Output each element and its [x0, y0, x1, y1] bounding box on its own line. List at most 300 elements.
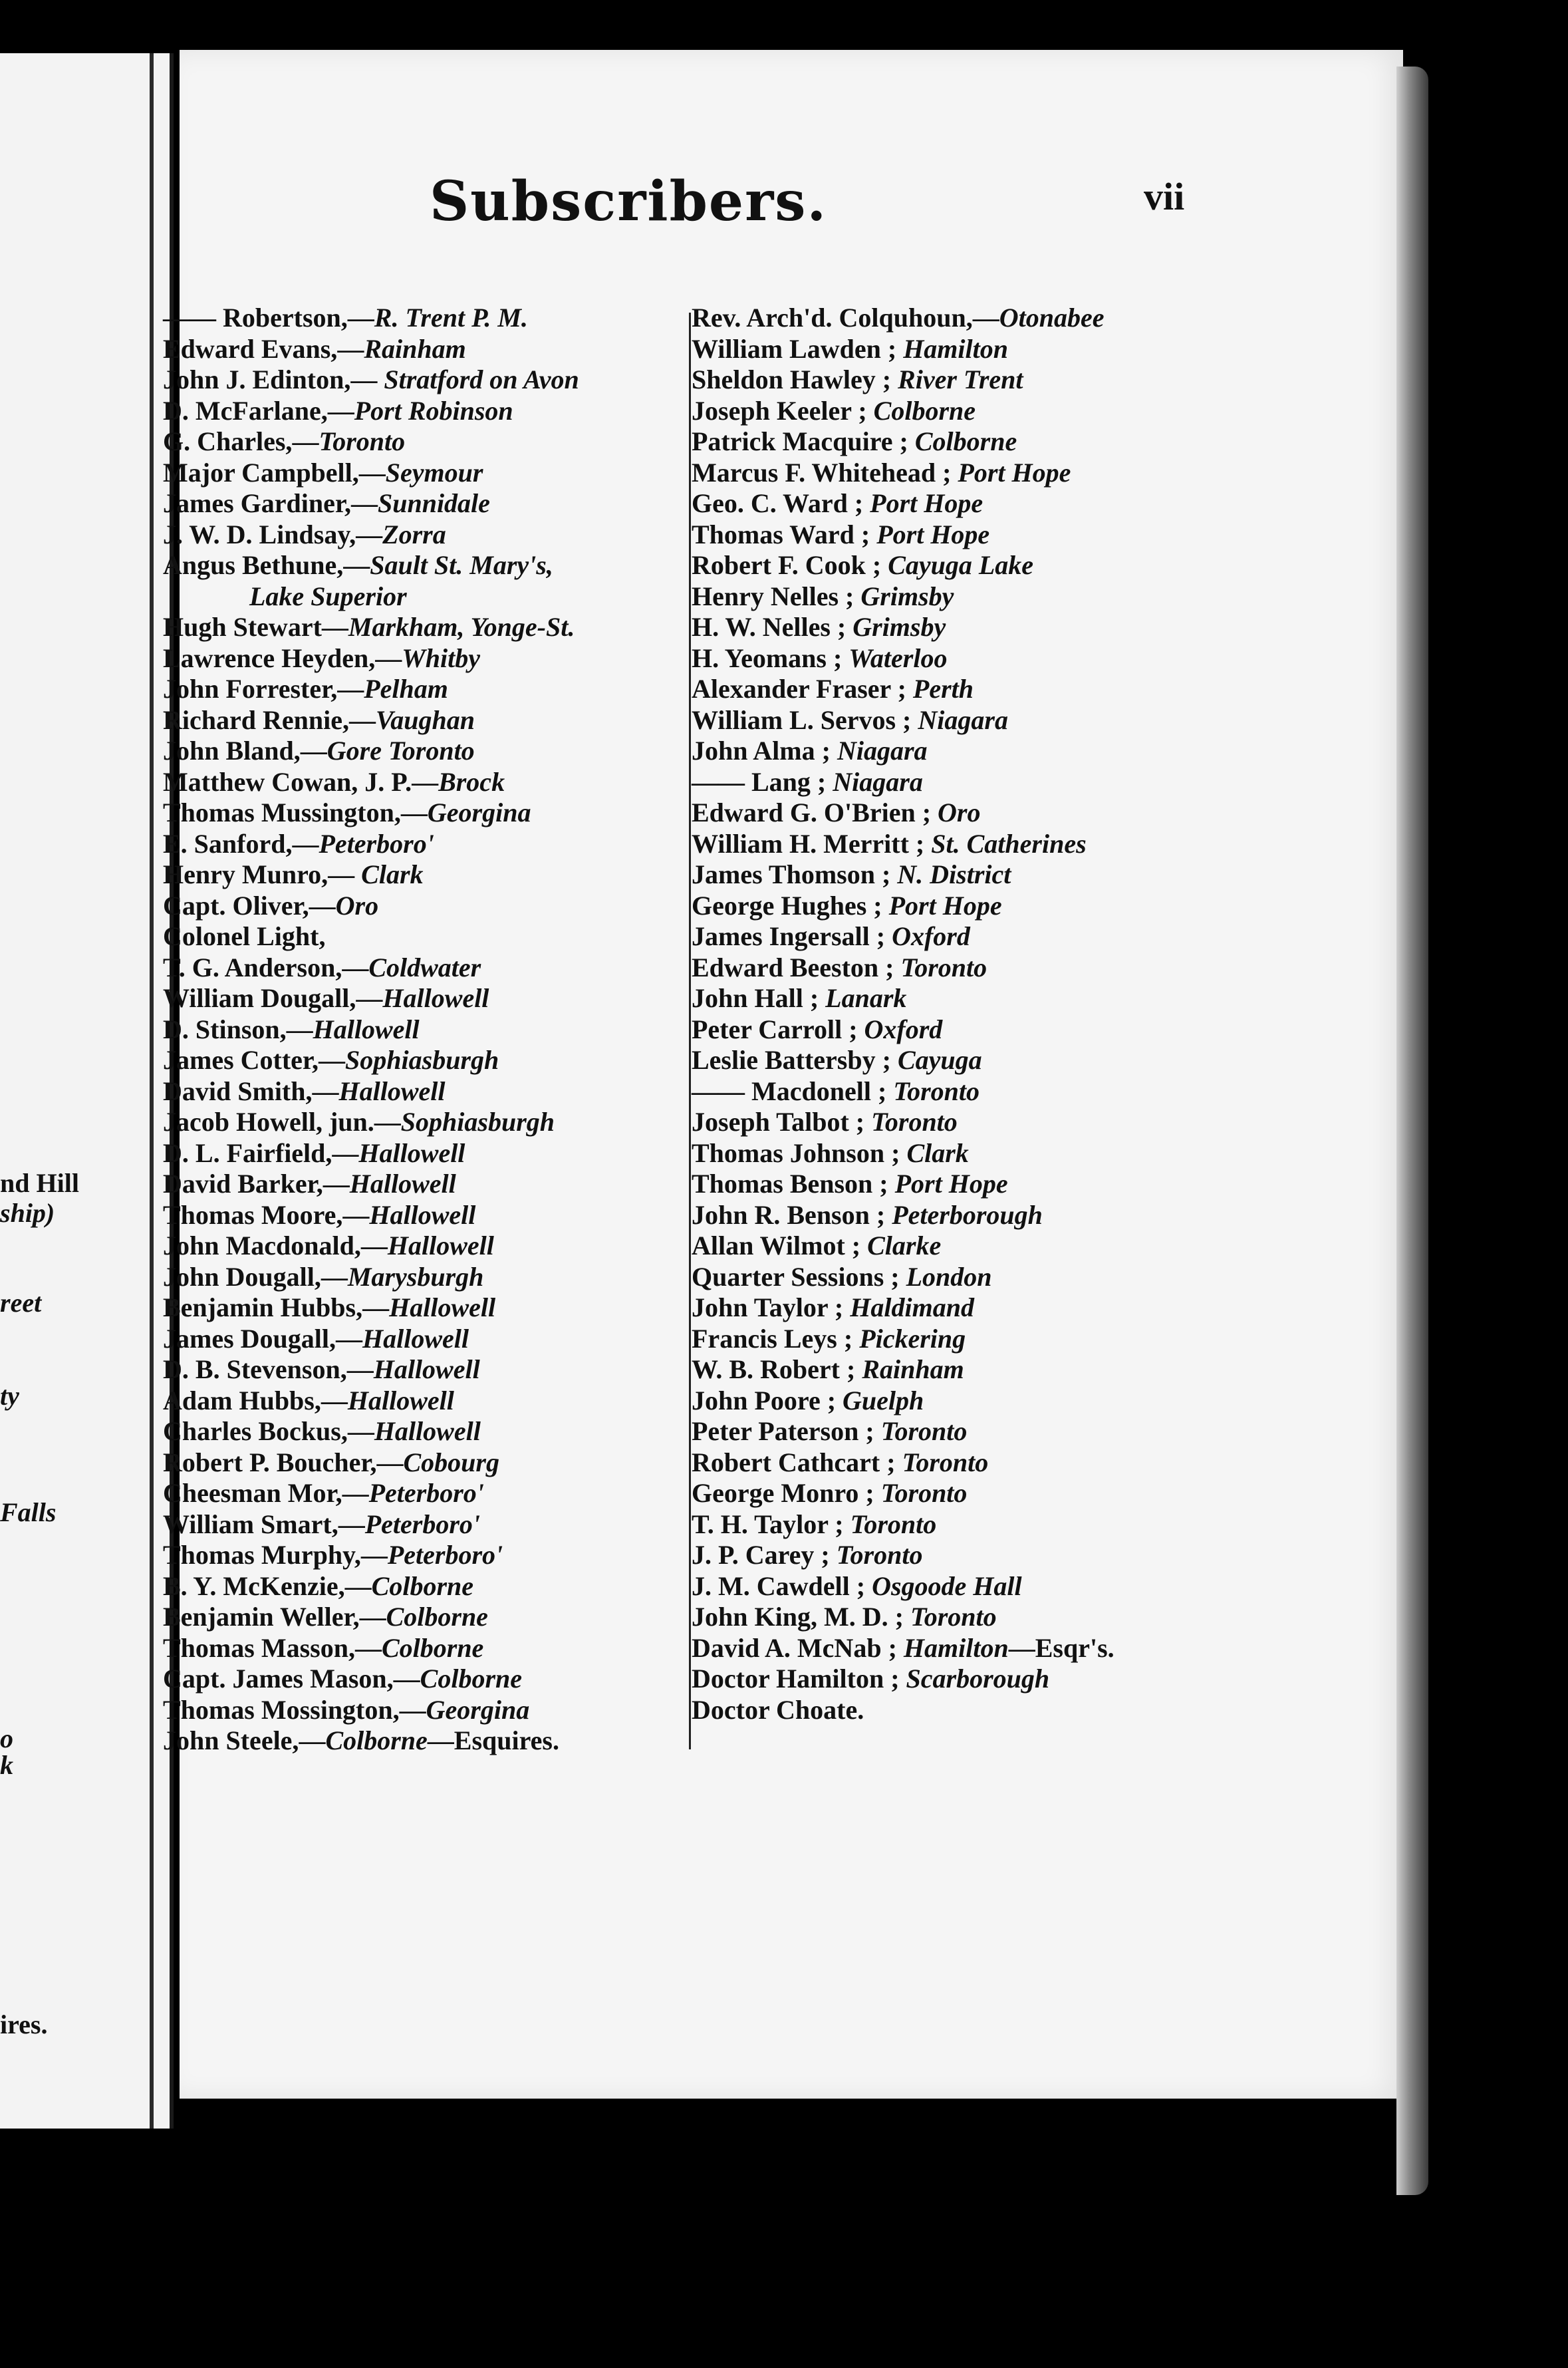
- subscriber-entry: [163, 1324, 688, 1355]
- subscriber-place: Toronto: [836, 1540, 923, 1570]
- subscriber-entry: [163, 1571, 688, 1602]
- subscriber-name: John Alma ;: [692, 736, 831, 766]
- separator: [896, 334, 903, 364]
- subscriber-column-left: [163, 303, 688, 1757]
- subscriber-entry: [163, 612, 688, 643]
- subscriber-entry: [692, 550, 1210, 581]
- separator: [891, 365, 898, 394]
- subscriber-entry: [692, 983, 1210, 1014]
- subscriber-place: Colborne: [381, 1632, 484, 1663]
- subscriber-name: Thomas Johnson ;: [692, 1137, 900, 1168]
- subscriber-entry: [163, 1540, 688, 1571]
- separator: —: [292, 426, 319, 456]
- separator: —: [400, 798, 428, 827]
- subscriber-name: Doctor Hamilton ;: [692, 1664, 900, 1694]
- subscriber-name: Thomas Mossington,: [163, 1694, 400, 1725]
- subscriber-entry: [692, 303, 1210, 334]
- subscriber-place: Colborne: [325, 1725, 428, 1755]
- subscriber-place: R. Trent P. M.: [374, 303, 528, 333]
- facing-page-text-fragment: reet: [0, 1288, 42, 1318]
- facing-page-text-fragment: ires.: [0, 2009, 48, 2039]
- subscriber-name: William L. Servos ;: [692, 704, 912, 735]
- subscriber-entry: [163, 983, 688, 1014]
- subscriber-entry: [163, 303, 688, 334]
- subscriber-place: Toronto: [900, 952, 987, 982]
- separator: [886, 1076, 893, 1106]
- subscriber-entry: [163, 1262, 688, 1293]
- subscriber-place: Sophiasburgh: [345, 1045, 499, 1075]
- subscriber-place: Port Robinson: [354, 395, 513, 426]
- subscriber-name: David Barker,: [163, 1169, 323, 1199]
- separator: —: [350, 365, 384, 394]
- subscriber-name: Joseph Keeler ;: [692, 395, 867, 426]
- subscriber-entry: [692, 488, 1210, 519]
- subscriber-place: Colborne: [914, 426, 1017, 456]
- subscriber-name: Angus Bethune,: [163, 550, 344, 580]
- subscriber-name: David A. McNab ;: [692, 1632, 897, 1663]
- subscriber-name: Capt. James Mason,: [163, 1664, 394, 1694]
- subscriber-place: Clark: [361, 859, 424, 889]
- subscriber-place: Sophiasburgh: [400, 1107, 555, 1137]
- separator: —: [349, 704, 376, 735]
- subscriber-name: John Steele,: [163, 1725, 299, 1755]
- subscriber-name: William Lawden ;: [692, 333, 897, 364]
- separator: [911, 705, 918, 735]
- separator: [860, 1231, 867, 1260]
- separator: —: [321, 1261, 348, 1292]
- separator: [885, 1200, 892, 1230]
- subscriber-entry: [163, 396, 688, 427]
- separator: —: [412, 766, 439, 797]
- separator: —: [319, 1045, 346, 1075]
- subscriber-name: James Cotter,: [163, 1045, 319, 1075]
- subscriber-name: Hugh Stewart: [163, 612, 322, 642]
- subscriber-place: Port Hope: [894, 1169, 1008, 1199]
- subscriber-name: Thomas Benson ;: [692, 1169, 888, 1199]
- separator: [881, 550, 888, 580]
- subscriber-place: Oxford: [892, 921, 970, 951]
- subscriber-name: Quarter Sessions ;: [692, 1261, 900, 1292]
- subscriber-entry: [163, 334, 688, 365]
- subscriber-name: T. H. Taylor ;: [692, 1509, 844, 1539]
- subscriber-name: Geo. C. Ward ;: [692, 488, 864, 518]
- subscriber-entry: [692, 891, 1210, 922]
- subscriber-place: Osgoode Hall: [872, 1570, 1022, 1601]
- subscriber-entry: [692, 1138, 1210, 1169]
- subscriber-entry: [163, 1509, 688, 1541]
- subscriber-place: Lanark: [825, 983, 907, 1013]
- separator: —: [399, 1694, 426, 1725]
- subscriber-place: Niagara: [918, 704, 1008, 735]
- subscriber-place: Cobourg: [403, 1447, 499, 1477]
- subscriber-entry: [692, 1664, 1210, 1695]
- subscriber-entry: [163, 1664, 688, 1695]
- subscriber-place: Hallowell: [387, 1231, 494, 1260]
- subscriber-name: D. B. Stevenson,: [163, 1354, 347, 1384]
- subscriber-name: D. Stinson,: [163, 1014, 287, 1044]
- column-divider: [689, 313, 691, 1749]
- subscriber-place: Peterborough: [892, 1199, 1043, 1230]
- subscriber-place: St. Catherines: [931, 828, 1087, 859]
- subscriber-place: Hallowell: [313, 1014, 420, 1044]
- separator: —: [300, 736, 327, 766]
- subscriber-name: John Poore ;: [692, 1385, 837, 1415]
- subscriber-name: James Thomson ;: [692, 859, 891, 889]
- subscriber-place: Niagara: [833, 766, 923, 797]
- separator: [874, 1478, 881, 1508]
- subscriber-place: Lake Superior: [249, 581, 407, 611]
- subscriber-place: Hamilton: [903, 1632, 1009, 1663]
- subscriber-entry: [163, 488, 688, 519]
- subscriber-name: Edward G. O'Brien ;: [692, 798, 932, 827]
- subscriber-name: John Forrester,: [163, 674, 338, 704]
- subscriber-entry: [163, 643, 688, 674]
- subscriber-name: Charles Bockus,: [163, 1416, 348, 1446]
- separator: —: [286, 1014, 313, 1044]
- subscriber-entry: [163, 705, 688, 736]
- subscriber-place: Oro: [938, 798, 981, 827]
- subscriber-place: London: [906, 1261, 992, 1292]
- subscriber-entry: [163, 1633, 688, 1664]
- subscriber-place: Hallowell: [382, 983, 489, 1013]
- subscriber-place: Hallowell: [369, 1199, 476, 1230]
- subscriber-place: Pickering: [859, 1323, 966, 1354]
- subscriber-name: Thomas Ward ;: [692, 519, 870, 549]
- separator: —: [292, 828, 319, 859]
- subscriber-name: Francis Leys ;: [692, 1323, 853, 1354]
- subscriber-name: Richard Rennie,: [163, 704, 349, 735]
- separator: —: [321, 1385, 348, 1415]
- separator: [897, 1633, 904, 1663]
- subscriber-entry: [692, 1386, 1210, 1417]
- subscriber-entry: [692, 674, 1210, 705]
- subscriber-name: Rev. Arch'd. Colquhoun,: [692, 303, 973, 333]
- subscriber-entry: [692, 519, 1210, 551]
- subscriber-place: Clarke: [867, 1231, 942, 1260]
- subscriber-entry: [692, 1292, 1210, 1324]
- subscriber-name: W. B. Robert ;: [692, 1354, 856, 1384]
- subscriber-name: Peter Carroll ;: [692, 1014, 858, 1044]
- subscriber-name: John Hall ;: [692, 983, 819, 1013]
- subscriber-place: Hallowell: [358, 1137, 465, 1168]
- subscriber-column-right: [692, 303, 1210, 1725]
- separator: —: [359, 1602, 386, 1632]
- subscriber-entry: [692, 612, 1210, 643]
- subscriber-entry: [692, 829, 1210, 860]
- separator: —: [356, 519, 383, 549]
- subscriber-place: Grimsby: [860, 581, 954, 611]
- subscriber-entry: [692, 1478, 1210, 1509]
- subscriber-entry: [692, 1695, 1210, 1726]
- subscriber-name: Colonel Light,: [163, 921, 326, 951]
- separator: —: [323, 1169, 350, 1199]
- separator: [830, 1540, 837, 1570]
- subscriber-place: Gore Toronto: [327, 736, 475, 766]
- subscriber-entry: [692, 1076, 1210, 1108]
- subscriber-place: Toronto: [902, 1447, 989, 1477]
- subscriber-place: Hallowell: [389, 1292, 496, 1322]
- subscriber-name: John Taylor ;: [692, 1292, 844, 1322]
- subscriber-entry: [163, 1138, 688, 1169]
- subscriber-entry: [163, 1200, 688, 1231]
- subscriber-place: Colborne: [873, 395, 976, 426]
- subscriber-name: Lawrence Heyden,: [163, 643, 376, 673]
- separator: [826, 767, 833, 797]
- separator: —: [299, 1725, 326, 1755]
- subscriber-place: Clark: [906, 1137, 969, 1168]
- separator: —: [347, 1416, 374, 1446]
- separator: —: [374, 1107, 401, 1137]
- separator: —: [332, 1137, 359, 1168]
- subscriber-name: Capt. Oliver,: [163, 890, 309, 921]
- subscriber-place: Toronto: [893, 1076, 980, 1106]
- subscriber-place: Sunnidale: [377, 488, 490, 518]
- subscriber-entry: [163, 1292, 688, 1324]
- subscriber-place: Toronto: [880, 1478, 968, 1508]
- subscriber-place: Oxford: [864, 1014, 943, 1044]
- subscriber-place: Hallowell: [362, 1323, 469, 1354]
- subscriber-entry: [163, 891, 688, 922]
- subscriber-name: George Monro ;: [692, 1478, 874, 1508]
- separator: —: [321, 612, 348, 642]
- subscriber-entry: [163, 1169, 688, 1200]
- subscriber-entry: [163, 1231, 688, 1262]
- separator: —: [972, 303, 999, 333]
- separator: [908, 426, 915, 456]
- separator: [855, 1354, 862, 1384]
- separator: —: [342, 952, 369, 982]
- subscriber-name: Doctor Choate.: [692, 1694, 864, 1725]
- gutter-shadow: [150, 53, 154, 2129]
- separator: [900, 1138, 906, 1168]
- subscriber-entry: [163, 1478, 688, 1509]
- subscriber-place: Colborne: [371, 1570, 474, 1601]
- separator: —: [343, 550, 370, 580]
- page-title: Subscribers.: [429, 170, 828, 233]
- subscriber-entry: [692, 1107, 1210, 1138]
- subscriber-place: Georgina: [427, 798, 531, 827]
- subscriber-entry: [692, 1416, 1210, 1447]
- subscriber-place: Toronto: [871, 1107, 958, 1137]
- subscriber-entry: [163, 1107, 688, 1138]
- subscriber-place: Peterboro': [364, 1509, 481, 1539]
- subscriber-entry: [692, 798, 1210, 829]
- subscriber-place: Stratford on Avon: [384, 365, 579, 394]
- subscriber-place: Niagara: [837, 736, 928, 766]
- subscriber-name: H. W. Nelles ;: [692, 612, 847, 642]
- subscriber-place: Peterboro': [319, 828, 434, 859]
- separator: [836, 1386, 843, 1415]
- separator: —: [337, 333, 364, 364]
- subscriber-name: Cheesman Mor,: [163, 1478, 342, 1508]
- subscriber-place: Zorra: [382, 519, 446, 549]
- subscriber-entry: [692, 705, 1210, 736]
- subscriber-entry: [692, 458, 1210, 489]
- subscriber-name: H. Yeomans ;: [692, 643, 843, 673]
- subscriber-place: Scarborough: [906, 1664, 1050, 1694]
- subscriber-name: G. Charles,: [163, 426, 293, 456]
- subscriber-entry: [163, 365, 688, 396]
- subscriber-name: Robert Cathcart ;: [692, 1447, 896, 1477]
- subscriber-entry: [692, 1354, 1210, 1386]
- subscriber-place: Grimsby: [852, 612, 946, 642]
- subscriber-place: Whitby: [402, 643, 481, 673]
- facing-page-text-fragment: ship): [0, 1198, 55, 1228]
- subscriber-name: John Macdonald,: [163, 1231, 361, 1260]
- subscriber-entry: [163, 426, 688, 458]
- subscriber-entry: [163, 798, 688, 829]
- subscriber-entry: [692, 581, 1210, 613]
- subscriber-name: J. P. Carey ;: [692, 1540, 830, 1570]
- subscriber-entry: [163, 1416, 688, 1447]
- subscriber-place: Hallowell: [347, 1385, 454, 1415]
- separator: [874, 1416, 881, 1446]
- subscriber-name: Robert P. Boucher,: [163, 1447, 377, 1477]
- subscriber-entry: [163, 674, 688, 705]
- subscriber-name: Alexander Fraser ;: [692, 674, 906, 704]
- subscriber-name: James Gardiner,: [163, 488, 351, 518]
- subscriber-name: Benjamin Hubbs,: [163, 1292, 363, 1322]
- separator: [890, 859, 897, 889]
- entry-suffix: —Esquires.: [427, 1725, 559, 1755]
- subscriber-entry: [692, 1169, 1210, 1200]
- entry-suffix: —Esqr's.: [1008, 1632, 1114, 1663]
- subscriber-place: Perth: [912, 674, 974, 704]
- separator: —: [375, 643, 402, 673]
- subscriber-name: Leslie Battersby ;: [692, 1045, 891, 1075]
- subscriber-entry: [692, 1262, 1210, 1293]
- separator: —: [358, 457, 386, 488]
- subscriber-entry: [692, 365, 1210, 396]
- separator: [870, 519, 876, 549]
- subscriber-entry: [163, 1447, 688, 1479]
- subscriber-place: Hamilton: [903, 333, 1008, 364]
- separator: —: [346, 1354, 374, 1384]
- subscriber-place: Otonabee: [999, 303, 1105, 333]
- separator: [865, 1571, 872, 1601]
- subscriber-name: Edward Beeston ;: [692, 952, 894, 982]
- facing-page-edge: [0, 53, 174, 2129]
- separator: —: [309, 890, 336, 921]
- subscriber-entry: [163, 767, 688, 798]
- subscriber-entry: [692, 859, 1210, 891]
- subscriber-entry: [163, 921, 688, 953]
- separator: [894, 953, 900, 982]
- subscriber-place: Markham, Yonge-St.: [348, 612, 575, 642]
- subscriber-place: Port Hope: [888, 890, 1002, 921]
- subscriber-place: Port Hope: [958, 457, 1071, 488]
- page-edge-shadow: [1396, 67, 1428, 2195]
- page-number: vii: [1144, 175, 1185, 218]
- separator: [844, 1509, 850, 1539]
- separator: [951, 458, 958, 488]
- separator: [846, 612, 852, 642]
- subscriber-name: John King, M. D. ;: [692, 1602, 904, 1632]
- subscriber-place: Haldimand: [850, 1292, 974, 1322]
- subscriber-name: John J. Edinton,: [163, 365, 351, 394]
- subscriber-place: Rainham: [364, 333, 466, 364]
- subscriber-entry: [692, 334, 1210, 365]
- subscriber-name: James Ingersall ;: [692, 921, 886, 951]
- subscriber-name: Adam Hubbs,: [163, 1385, 321, 1415]
- facing-page-text-fragment: Falls: [0, 1497, 57, 1527]
- separator: [904, 1602, 910, 1632]
- subscriber-name: George Hughes ;: [692, 890, 882, 921]
- subscriber-name: David Smith,: [163, 1076, 313, 1106]
- subscriber-name: John R. Benson ;: [692, 1199, 886, 1230]
- separator: [924, 829, 931, 859]
- subscriber-entry: [692, 426, 1210, 458]
- subscriber-place: Toronto: [850, 1509, 937, 1539]
- subscriber-entry: [692, 1045, 1210, 1076]
- facing-page-text-fragment: o: [0, 1723, 13, 1753]
- separator: [882, 891, 889, 921]
- subscriber-name: D. McFarlane,: [163, 395, 328, 426]
- subscriber-place: Oro: [335, 890, 379, 921]
- subscriber-place: N. District: [897, 859, 1011, 889]
- subscriber-place: Toronto: [880, 1416, 968, 1446]
- subscriber-place: Peterboro': [387, 1540, 503, 1570]
- subscriber-entry: [692, 643, 1210, 674]
- subscriber-name: Benjamin Weller,: [163, 1602, 360, 1632]
- separator: —: [344, 1570, 372, 1601]
- subscriber-name: B. Y. McKenzie,: [163, 1570, 345, 1601]
- subscriber-name: William H. Merritt ;: [692, 828, 925, 859]
- separator: —: [342, 1199, 370, 1230]
- subscriber-place: Hallowell: [373, 1354, 480, 1384]
- subscriber-entry: [692, 736, 1210, 767]
- separator: [885, 921, 892, 951]
- subscriber-entry: [692, 1571, 1210, 1602]
- separator: —: [336, 1323, 362, 1354]
- subscriber-place: Toronto: [319, 426, 406, 456]
- separator: —: [360, 1231, 388, 1260]
- subscriber-place: Sault St. Mary's,: [370, 550, 553, 580]
- subscriber-name: Peter Paterson ;: [692, 1416, 874, 1446]
- subscriber-name: Jacob Howell, jun.: [163, 1107, 374, 1137]
- subscriber-name: —— Macdonell ;: [692, 1076, 887, 1106]
- subscriber-entry: [163, 1725, 688, 1757]
- facing-page-text-fragment: nd Hill: [0, 1168, 79, 1198]
- subscriber-place: Hallowell: [338, 1076, 446, 1106]
- subscriber-entry: [692, 1231, 1210, 1262]
- subscriber-place: Toronto: [910, 1602, 997, 1632]
- subscriber-entry: [163, 1076, 688, 1108]
- subscriber-entry: [163, 1354, 688, 1386]
- facing-page-text-fragment: k: [0, 1750, 13, 1780]
- subscriber-name: Henry Nelles ;: [692, 581, 854, 611]
- subscriber-place: Rainham: [862, 1354, 964, 1384]
- subscriber-name: Thomas Moore,: [163, 1199, 343, 1230]
- separator: [842, 643, 849, 673]
- subscriber-place: River Trent: [898, 365, 1023, 394]
- subscriber-name: Henry Munro,: [163, 859, 328, 889]
- subscriber-entry: [692, 1200, 1210, 1231]
- subscriber-place: Pelham: [364, 674, 448, 704]
- subscriber-entry: [692, 953, 1210, 984]
- subscriber-place: Peterboro': [368, 1478, 484, 1508]
- subscriber-name: Thomas Masson,: [163, 1632, 355, 1663]
- separator: [864, 1107, 871, 1137]
- separator: —: [393, 1664, 420, 1694]
- subscriber-name: E. Sanford,: [163, 828, 293, 859]
- subscriber-place: Cayuga: [897, 1045, 982, 1075]
- subscriber-place: Vaughan: [376, 704, 475, 735]
- subscriber-entry: [163, 1695, 688, 1726]
- subscriber-place: Port Hope: [876, 519, 990, 549]
- subscriber-name: John Dougall,: [163, 1261, 321, 1292]
- subscriber-entry: [163, 953, 688, 984]
